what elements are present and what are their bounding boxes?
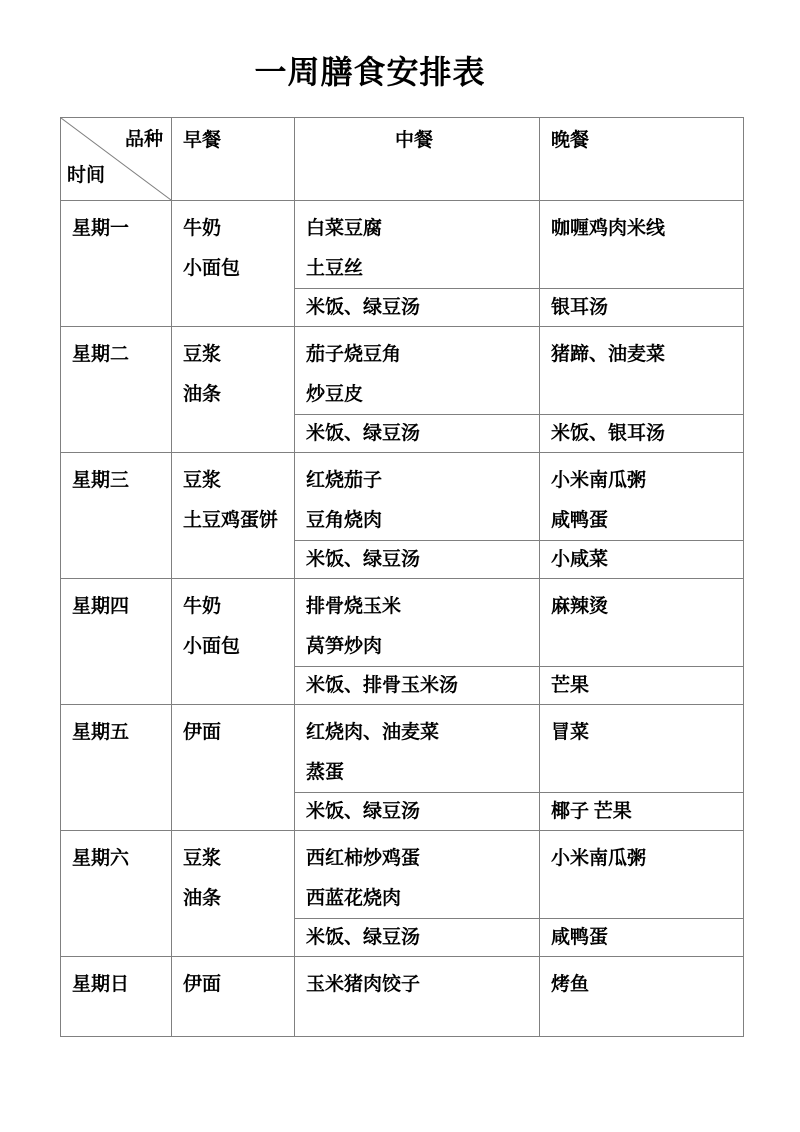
- table-row-tuesday: [61, 327, 744, 415]
- breakfast-cell: 豆浆 土豆鸡蛋饼: [172, 453, 295, 579]
- day-cell: 星期二: [61, 327, 172, 453]
- breakfast-cell: 牛奶 小面包: [172, 579, 295, 705]
- dinner-side-cell: 小咸菜: [540, 541, 744, 579]
- column-header-lunch: 中餐: [295, 118, 540, 201]
- lunch-main-cell: 西红柿炒鸡蛋 西蓝花烧肉: [295, 831, 540, 919]
- dinner-main-cell: 咖喱鸡肉米线: [540, 201, 744, 289]
- lunch-side-cell: 米饭、排骨玉米汤: [295, 667, 540, 705]
- table-header-row: [61, 118, 744, 201]
- dinner-main-cell: 冒菜: [540, 705, 744, 793]
- corner-header-cell: [61, 118, 172, 201]
- day-cell: 星期四: [61, 579, 172, 705]
- lunch-side-cell: 米饭、绿豆汤: [295, 415, 540, 453]
- day-cell: 星期日: [61, 957, 172, 1037]
- dinner-side-cell: 银耳汤: [540, 289, 744, 327]
- table-row-sunday: [61, 957, 744, 1037]
- column-header-dinner: 晚餐: [540, 118, 744, 201]
- corner-label-category: 品种: [124, 129, 163, 150]
- dinner-main-cell: 小米南瓜粥: [540, 831, 744, 919]
- dinner-main-cell: 小米南瓜粥 咸鸭蛋: [540, 453, 744, 541]
- meal-schedule-table: [60, 117, 744, 1037]
- column-header-breakfast: 早餐: [172, 118, 295, 201]
- dinner-side-cell: 芒果: [540, 667, 744, 705]
- day-cell: 星期一: [61, 201, 172, 327]
- day-cell: 星期三: [61, 453, 172, 579]
- table-row-thursday: [61, 579, 744, 667]
- lunch-side-cell: 米饭、绿豆汤: [295, 289, 540, 327]
- lunch-main-cell: 排骨烧玉米 莴笋炒肉: [295, 579, 540, 667]
- day-cell: 星期五: [61, 705, 172, 831]
- breakfast-cell: 牛奶 小面包: [172, 201, 295, 327]
- table-row-saturday: [61, 831, 744, 919]
- table-row-monday: [61, 201, 744, 289]
- lunch-main-cell: 红烧茄子 豆角烧肉: [295, 453, 540, 541]
- table-row-friday: [61, 705, 744, 793]
- breakfast-cell: 豆浆 油条: [172, 831, 295, 957]
- lunch-side-cell: 米饭、绿豆汤: [295, 541, 540, 579]
- lunch-main-cell: 白菜豆腐 土豆丝: [295, 201, 540, 289]
- table-row-wednesday: [61, 453, 744, 541]
- breakfast-cell: 伊面: [172, 957, 295, 1037]
- dinner-main-cell: 麻辣烫: [540, 579, 744, 667]
- breakfast-cell: 伊面: [172, 705, 295, 831]
- lunch-main-cell: 玉米猪肉饺子: [295, 957, 540, 1037]
- lunch-side-cell: 米饭、绿豆汤: [295, 793, 540, 831]
- corner-label-time: 时间: [67, 165, 106, 186]
- dinner-main-cell: 猪蹄、油麦菜: [540, 327, 744, 415]
- day-cell: 星期六: [61, 831, 172, 957]
- dinner-side-cell: 米饭、银耳汤: [540, 415, 744, 453]
- document-page: [0, 52, 800, 1132]
- breakfast-cell: 豆浆 油条: [172, 327, 295, 453]
- page-title: 一周膳食安排表: [254, 54, 486, 90]
- dinner-side-cell: 椰子 芒果: [540, 793, 744, 831]
- lunch-main-cell: 红烧肉、油麦菜 蒸蛋: [295, 705, 540, 793]
- dinner-side-cell: 咸鸭蛋: [540, 919, 744, 957]
- lunch-side-cell: 米饭、绿豆汤: [295, 919, 540, 957]
- dinner-main-cell: 烤鱼: [540, 957, 744, 1037]
- lunch-main-cell: 茄子烧豆角 炒豆皮: [295, 327, 540, 415]
